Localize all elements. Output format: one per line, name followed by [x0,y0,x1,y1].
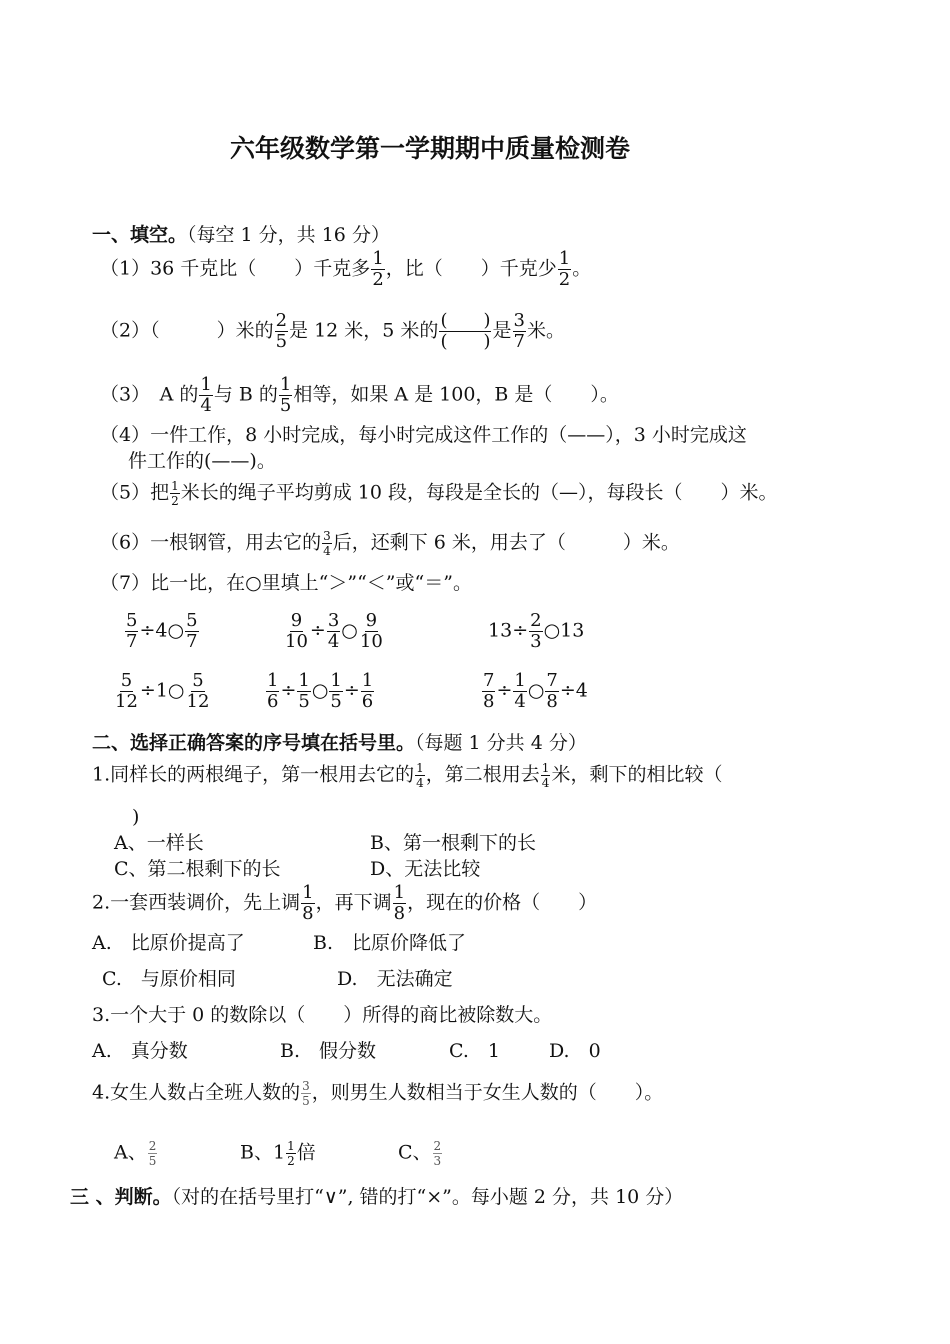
question-1-2 [100,312,565,351]
numerator: 2 [275,310,288,331]
denominator: 7 [126,631,138,652]
numerator: 1 [200,374,212,395]
option-a [114,1140,158,1167]
number: 13 [560,619,585,642]
q2-2-text-c: ，现在的价格（ ） [407,891,598,914]
section-3-note: （对的在括号里打“∨”, 错的打“×”。每小题 2 分，共 10 分） [171,1186,684,1208]
section-1-heading: 一、填空。 [92,224,188,246]
question-1-4-line1: （4）一件工作，8 小时完成，每小时完成这件工作的（——），3 小时完成这 [100,424,747,446]
question-1-4-line2: 件工作的(——)。 [128,450,276,472]
section-2-note: （每题 1 分共 4 分） [415,732,587,754]
fraction [541,762,551,789]
fraction [275,312,288,351]
q1-2-text-c: 是 [492,319,512,342]
fraction [170,480,180,507]
numerator: 1 [171,479,179,493]
question-2-1-cont: ) [132,806,140,828]
fraction [558,250,571,289]
option-label: C、 [398,1141,432,1164]
denominator: 5 [275,331,288,352]
q2-2-text-b: ，再下调 [315,891,392,914]
denominator: 4 [514,691,526,712]
denominator: 7 [186,631,198,652]
question-2-3: 3.一个大于 0 的数除以（ ）所得的商比被除数大。 [92,1004,553,1026]
denominator: 4 [323,544,331,558]
number: 13 [488,619,513,642]
denominator: 4 [327,631,340,652]
number: 4 [575,679,588,702]
fraction [266,672,279,711]
option-suffix: 倍 [296,1141,316,1164]
fraction [114,672,139,711]
denominator: 8 [393,903,406,924]
section-2-header [92,732,587,755]
denominator: 4 [200,395,212,416]
numerator: 3 [323,529,331,543]
q2-1-text-a: 1.同样长的两根绳子，第一根用去它的 [92,763,415,786]
compare-circle: ○ [167,679,185,702]
q1-5-text-b: 米长的绳子平均剪成 10 段，每段是全长的（—），每段长（ ）米。 [180,481,778,504]
question-2-2 [92,884,597,923]
numerator: 1 [302,882,314,903]
fraction [284,612,309,651]
q2-4-text-b: ，则男生人数相当于女生人数的（ ）。 [311,1081,664,1104]
question-2-1 [92,762,722,789]
denominator: 10 [285,631,308,652]
blank-fraction [439,312,491,351]
denominator: 5 [279,395,292,416]
denominator: 12 [186,691,210,712]
option-c [398,1140,443,1167]
numerator: 1 [558,248,571,269]
numerator: 1 [267,670,279,691]
option-d: D、无法比较 [370,858,481,880]
section-1-note: （每空 1 分，共 16 分） [187,224,390,246]
fraction [327,612,340,651]
question-1-5 [100,480,778,507]
numerator: 9 [365,610,378,631]
denominator: ( ) [440,331,491,352]
question-1-6 [100,530,680,557]
number: 4 [155,619,168,642]
q1-2-text-b: 是 12 米，5 米的 [289,319,439,342]
numerator: 5 [192,670,204,691]
section-2-heading: 二、选择正确答案的序号填在括号里。 [92,732,416,754]
numerator: 5 [186,610,198,631]
fraction [186,672,211,711]
denominator: 2 [287,1154,295,1168]
fraction [482,672,495,711]
denominator: 2 [558,269,571,290]
divide-sign: ÷ [309,619,326,642]
q1-3-text-a: （3） A 的 [100,383,199,406]
fraction [185,612,198,651]
question-2-4 [92,1080,663,1107]
fraction [148,1140,158,1167]
option-a: A、一样长 [114,832,204,854]
q1-2-text-a: （2）（ ）米的 [100,319,274,342]
q1-3-text-b: 与 B 的 [213,383,278,406]
numerator: 9 [290,610,303,631]
fraction [513,312,526,351]
numerator: 2 [148,1139,157,1153]
fraction [279,376,292,415]
q1-3-text-c: 相等，如果 A 是 100，B 是（ ）。 [293,383,619,406]
numerator: 2 [530,610,542,631]
q1-1-text-c: 。 [572,257,592,280]
divide-sign: ÷ [343,679,360,702]
compare-a2 [283,612,385,651]
q1-6-text-b: 后，还剩下 6 米，用去了（ ）米。 [332,531,680,554]
denominator: 6 [361,691,374,712]
fraction [199,376,212,415]
denominator: 6 [267,691,279,712]
option-b [240,1140,316,1167]
denominator: 2 [372,269,384,290]
fraction [297,672,310,711]
numerator: 3 [513,310,525,331]
option-c: C. 1 [449,1040,500,1062]
numerator: 2 [433,1139,442,1153]
fraction [415,762,425,789]
fraction [301,884,314,923]
compare-b1 [113,672,211,711]
divide-sign: ÷ [559,679,576,702]
numerator: 1 [416,761,424,775]
numerator: 1 [279,374,292,395]
denominator: 7 [513,331,525,352]
compare-b3 [481,672,588,711]
fraction [359,612,384,651]
numerator: 1 [330,670,342,691]
fraction [433,1140,443,1167]
compare-circle: ○ [311,679,329,702]
numerator: ( ) [440,310,491,331]
option-label: A、 [114,1141,147,1164]
numerator: 3 [302,1079,310,1093]
denominator: 8 [302,903,314,924]
numerator: 7 [546,670,558,691]
fraction [393,884,406,923]
option-b: B. 比原价降低了 [313,932,467,954]
question-1-3 [100,376,619,415]
q1-1-text-a: （1）36 千克比（ ）千克多 [100,257,371,280]
numerator: 7 [483,670,495,691]
numerator: 1 [287,1139,295,1153]
fraction [322,530,332,557]
question-1-7: （7）比一比，在○里填上“＞”“＜”或“＝”。 [100,572,472,594]
question-1-1 [100,250,591,289]
compare-circle: ○ [341,619,358,642]
denominator: 5 [330,691,342,712]
q1-6-text-a: （6）一根钢管，用去它的 [100,531,322,554]
denominator: 4 [416,776,424,790]
option-d: D. 0 [549,1040,601,1062]
numerator: 1 [393,882,406,903]
option-d: D. 无法确定 [337,968,453,990]
denominator: 2 [171,494,179,508]
q2-2-text-a: 2.一套西装调价，先上调 [92,891,301,914]
option-a: A. 真分数 [92,1040,188,1062]
denominator: 4 [541,776,550,790]
numerator: 1 [541,761,550,775]
denominator: 5 [298,691,310,712]
compare-circle: ○ [527,679,545,702]
divide-sign: ÷ [139,619,156,642]
numerator: 1 [514,670,526,691]
numerator: 3 [327,610,340,631]
section-3-header [70,1186,683,1209]
q2-4-text-a: 4.女生人数占全班人数的 [92,1081,301,1104]
divide-sign: ÷ [139,679,156,702]
fraction [301,1080,311,1107]
numerator: 1 [372,248,384,269]
numerator: 1 [361,670,374,691]
fraction [361,672,374,711]
fraction [371,250,384,289]
numerator: 5 [126,610,138,631]
compare-b2 [265,672,375,711]
fraction [529,612,542,651]
fraction [125,612,138,651]
divide-sign: ÷ [280,679,297,702]
denominator: 3 [530,631,542,652]
divide-sign: ÷ [512,619,529,642]
denominator: 5 [302,1094,310,1108]
fraction [329,672,342,711]
compare-a3 [488,612,584,651]
option-label: B、1 [240,1141,286,1164]
fraction [513,672,526,711]
numerator: 5 [120,670,133,691]
option-b: B. 假分数 [280,1040,377,1062]
page-title: 六年级数学第一学期期中质量检测卷 [230,134,631,163]
section-1-header [92,224,390,247]
fraction [545,672,558,711]
option-b: B、第一根剩下的长 [370,832,536,854]
denominator: 3 [433,1154,442,1168]
compare-a1 [124,612,200,651]
q1-2-text-d: 米。 [526,319,565,342]
compare-circle: ○ [167,619,185,642]
numerator: 1 [298,670,310,691]
q2-1-text-b: ，第二根用去 [425,763,540,786]
option-c: C、第二根剩下的长 [114,858,281,880]
denominator: 8 [483,691,495,712]
q1-5-text-a: （5）把 [100,481,170,504]
denominator: 12 [115,691,138,712]
denominator: 10 [359,631,383,652]
option-a: A. 比原价提高了 [92,932,245,954]
q1-1-text-b: ，比（ ）千克少 [385,257,557,280]
fraction [286,1140,296,1167]
denominator: 5 [148,1154,157,1168]
option-c: C. 与原价相同 [102,968,236,990]
divide-sign: ÷ [496,679,513,702]
number: 1 [155,679,168,702]
q2-1-text-c: 米，剩下的相比较（ [551,763,723,786]
compare-circle: ○ [543,619,561,642]
section-3-heading: 三 、判断。 [70,1186,172,1208]
denominator: 8 [546,691,558,712]
